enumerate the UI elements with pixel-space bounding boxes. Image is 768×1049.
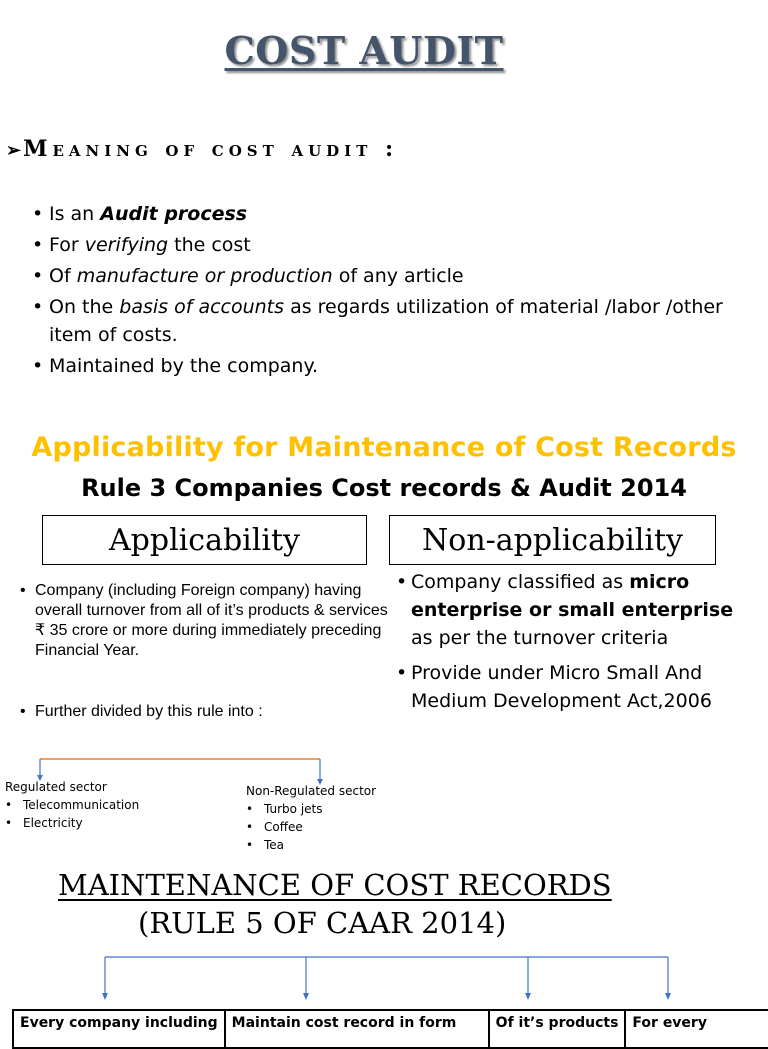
item-text: as regards utilization of material /labor /other item of costs.	[49, 296, 723, 346]
arrow-down-icon	[102, 993, 108, 1000]
maintenance-connector	[102, 957, 671, 1000]
applicability-box: Applicability	[42, 515, 367, 565]
item-text: Is an	[49, 203, 101, 225]
item-emphasis: verifying	[84, 234, 169, 256]
arrow-down-icon	[525, 993, 531, 1000]
regulated-sector-list	[5, 796, 139, 832]
item-emphasis: micro enterprise or small enterprise	[411, 571, 734, 621]
item-emphasis: basis of accounts	[119, 296, 285, 318]
non-regulated-sector-list	[246, 800, 323, 854]
item-text: For	[49, 234, 85, 256]
item-text: Maintained by the company.	[49, 355, 319, 377]
list-item: • Telecommunication	[5, 796, 139, 814]
item-text: Company classified as	[411, 571, 630, 593]
arrow-down-icon	[303, 993, 309, 1000]
table-cell: For every	[625, 1010, 768, 1048]
list-item: • Turbo jets	[246, 800, 323, 818]
list-item: • Further divided by this rule into :	[20, 702, 263, 722]
meaning-heading-text: Meaning of cost audit :	[23, 136, 399, 162]
table-cell: Of it’s products	[489, 1010, 626, 1048]
table-cell: Maintain cost record in form	[225, 1010, 489, 1048]
list-item: • Electricity	[5, 814, 139, 832]
list-item: • Coffee	[246, 818, 323, 836]
table-cell: Every company including	[13, 1010, 225, 1048]
item-text: Of	[49, 265, 77, 287]
arrow-bullet-icon: ➢	[6, 140, 22, 161]
maintenance-heading: MAINTENANCE OF COST RECORDS	[58, 868, 612, 902]
item-text: as per the turnover criteria	[411, 627, 669, 649]
page-title: COST AUDIT	[224, 28, 504, 73]
maintenance-subheading: (RULE 5 OF CAAR 2014)	[138, 906, 507, 940]
item-emphasis: manufacture or production	[76, 265, 333, 287]
item-text: Provide under Micro Small And Medium Development Act,2006	[411, 662, 712, 712]
item-text: the cost	[168, 234, 251, 256]
non-regulated-sector-title: Non-Regulated sector	[246, 784, 377, 798]
item-text: of any article	[332, 265, 464, 287]
regulated-sector-title: Regulated sector	[5, 780, 107, 794]
item-text: On the	[49, 296, 120, 318]
item-emphasis: Audit process	[100, 203, 248, 225]
maintenance-table	[12, 1009, 768, 1049]
non-applicability-box: Non-applicability	[389, 515, 716, 565]
list-item: • Tea	[246, 836, 323, 854]
list-item: • Company (including Foreign company) having overall turnover from all of it’s products & services ₹ 35 crore or more during immediately preceding Financial Year.	[20, 581, 390, 661]
applicability-heading: Applicability for Maintenance of Cost Records	[31, 432, 737, 463]
table-row	[13, 1010, 768, 1048]
arrow-down-icon	[665, 993, 671, 1000]
rule-subheading: Rule 3 Companies Cost records & Audit 2014	[81, 474, 687, 502]
